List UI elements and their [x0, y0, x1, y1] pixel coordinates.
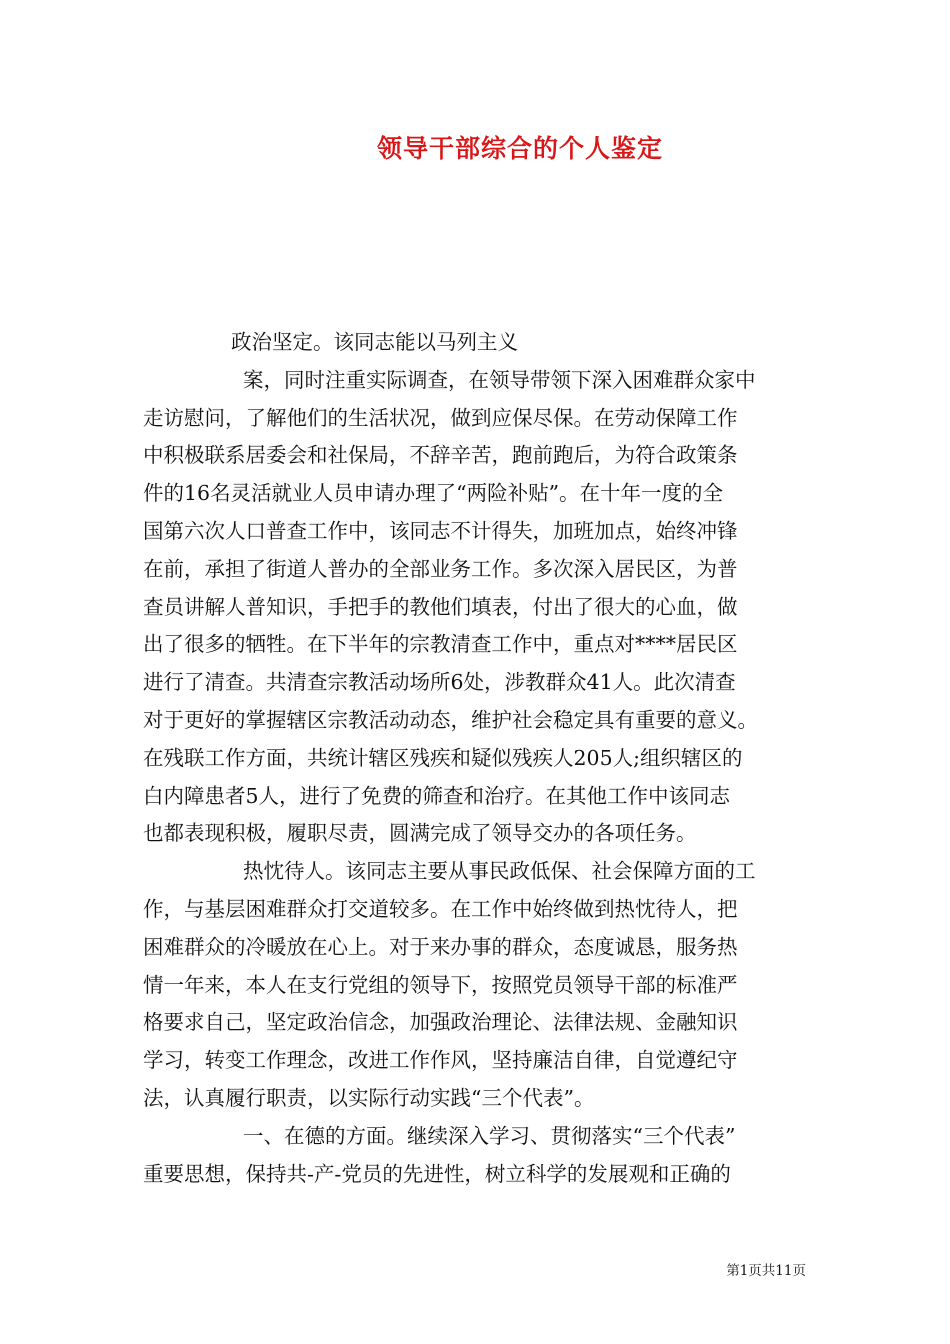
- body-line: 查员讲解人普知识，手把手的教他们填表，付出了很大的心血，做: [143, 594, 738, 619]
- body-line: 政治坚定。该同志能以马列主义: [231, 330, 518, 354]
- body-line: 案，同时注重实际调查，在领导带领下深入困难群众家中: [243, 367, 756, 392]
- body-line: 中积极联系居委会和社保局，不辞辛苦，跑前跑后，为符合政策条: [143, 443, 738, 468]
- body-line: 也都表现积极，履职尽责，圆满完成了领导交办的各项任务。: [143, 821, 697, 846]
- body-line: 热忱待人。该同志主要从事民政低保、社会保障方面的工: [243, 859, 756, 884]
- body-line: 国第六次人口普查工作中，该同志不计得失，加班加点，始终冲锋: [143, 518, 738, 543]
- body-line: 重要思想，保持共-产-党员的先进性，树立科学的发展观和正确的: [143, 1161, 731, 1186]
- body-line: 对于更好的掌握辖区宗教活动动态，维护社会稳定具有重要的意义。: [143, 707, 758, 732]
- body-line: 白内障患者5人，进行了免费的筛查和治疗。在其他工作中该同志: [143, 783, 731, 808]
- body-line: 困难群众的冷暖放在心上。对于来办事的群众，态度诚恳，服务热: [143, 934, 738, 959]
- body-line: 情一年来，本人在支行党组的领导下，按照党员领导干部的标准严: [143, 972, 738, 997]
- body-line: 作，与基层困难群众打交道较多。在工作中始终做到热忱待人，把: [143, 896, 738, 921]
- body-line: 出了很多的牺牲。在下半年的宗教清查工作中，重点对****居民区: [143, 632, 738, 657]
- body-line: 一、在德的方面。继续深入学习、贯彻落实“三个代表”: [243, 1123, 736, 1148]
- document-body: [143, 324, 809, 1193]
- body-line: 进行了清查。共清查宗教活动场所6处，涉教群众41人。此次清查: [143, 670, 736, 695]
- body-line: 件的16名灵活就业人员申请办理了“两险补贴”。在十年一度的全: [143, 481, 724, 506]
- body-line: 学习，转变工作理念，改进工作作风，坚持廉洁自律，自觉遵纪守: [143, 1048, 738, 1073]
- body-line: 在前，承担了街道人普办的全部业务工作。多次深入居民区，为普: [143, 556, 738, 581]
- body-line: 格要求自己，坚定政治信念，加强政治理论、法律法规、金融知识: [143, 1010, 738, 1035]
- body-line: 走访慰问，了解他们的生活状况，做到应保尽保。在劳动保障工作: [143, 405, 738, 430]
- page-number-footer: 第1页共11页: [726, 1263, 806, 1279]
- body-line: 在残联工作方面，共统计辖区残疾和疑似残疾人205人;组织辖区的: [143, 745, 743, 770]
- body-line: 法，认真履行职责，以实际行动实践“三个代表”。: [143, 1085, 595, 1110]
- document-title: 领导干部综合的个人鉴定: [376, 134, 663, 163]
